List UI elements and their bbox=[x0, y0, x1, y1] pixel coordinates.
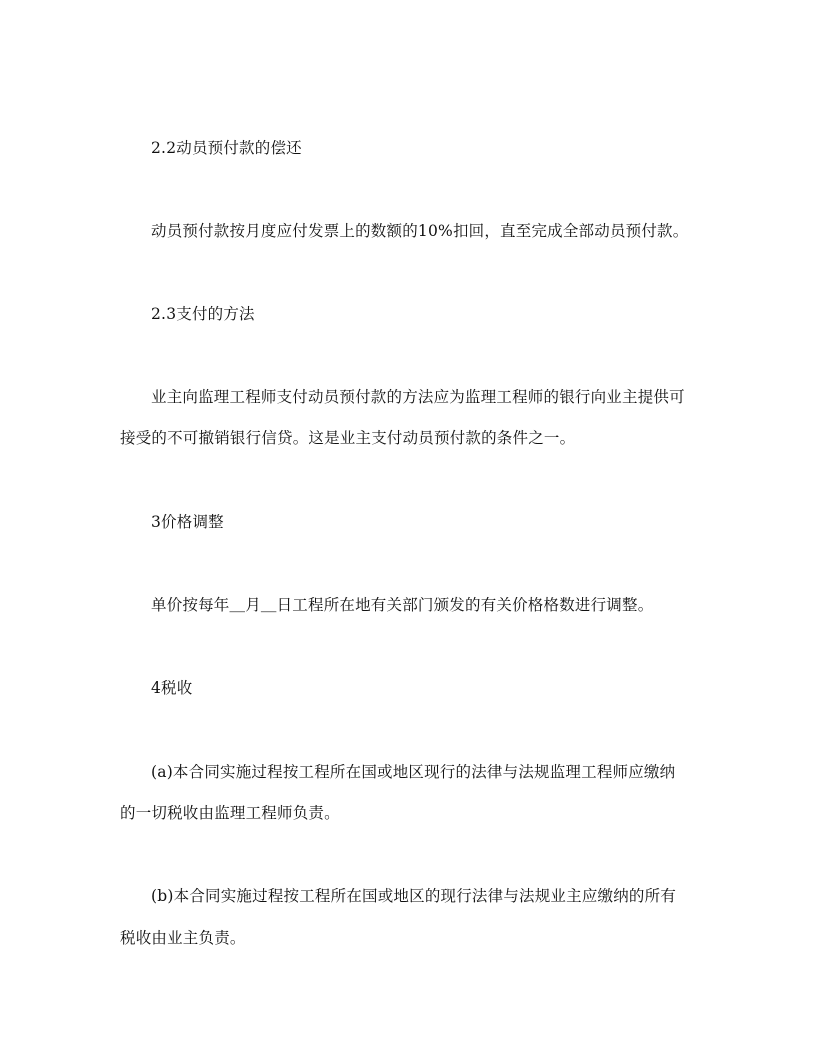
paragraph-line: 接受的不可撤销银行信贷。这是业主支付动员预付款的条件之一。 bbox=[120, 429, 576, 447]
paragraph-line: 业主向监理工程师支付动员预付款的方法应为监理工程师的银行向业主提供可 bbox=[151, 388, 685, 406]
paragraph-line: (a)本合同实施过程按工程所在国或地区现行的法律与法规监理工程师应缴纳 bbox=[151, 763, 676, 781]
section-heading-3: 3价格调整 bbox=[151, 513, 224, 531]
paragraph-line: 的一切税收由监理工程师负责。 bbox=[120, 804, 340, 822]
section-heading-2-3: 2.3支付的方法 bbox=[151, 305, 255, 323]
section-heading-4: 4税收 bbox=[151, 679, 193, 697]
paragraph: 单价按每年＿月＿日工程所在地有关部门颁发的有关价格格数进行调整。 bbox=[151, 596, 654, 614]
paragraph-line: 税收由业主负责。 bbox=[120, 929, 246, 947]
paragraph-line: (b)本合同实施过程按工程所在国或地区的现行法律与法规业主应缴纳的所有 bbox=[151, 887, 677, 905]
section-heading-2-2: 2.2动员预付款的偿还 bbox=[151, 139, 302, 157]
paragraph: 动员预付款按月度应付发票上的数额的10%扣回，直至完成全部动员预付款。 bbox=[151, 222, 689, 240]
